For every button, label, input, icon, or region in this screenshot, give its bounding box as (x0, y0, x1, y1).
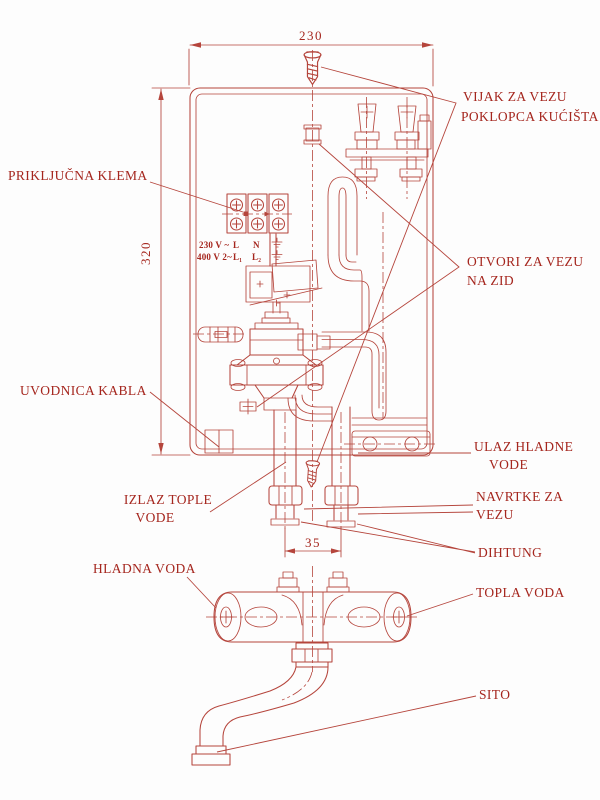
label-otvori-line2: NA ZID (467, 273, 515, 288)
connection-nut-left (269, 486, 302, 505)
terminal-N: N (253, 240, 260, 250)
leader-hladna (187, 577, 216, 608)
label-navrtke-line2: VEZU (476, 507, 514, 522)
leader-priklucna (150, 182, 243, 212)
label-ulaz-line1: ULAZ HLADNE (474, 439, 574, 454)
label-vijak-line2: POKLOPCA KUĆIŠTA (461, 109, 599, 124)
mounting-bracket (352, 431, 430, 456)
terminal-L2: L₂ (252, 252, 262, 262)
height-dimension (138, 88, 190, 455)
ground-icon (272, 251, 282, 260)
terminal-L1: L₁ (233, 252, 243, 262)
label-otvori-line1: OTVORI ZA VEZU (467, 254, 584, 269)
label-vijak-line1: VIJAK ZA VEZU (463, 89, 567, 104)
label-izlaz-line1: IZLAZ TOPLE (123, 492, 213, 507)
cable-gland (205, 430, 233, 453)
label-dihtung: DIHTUNG (478, 545, 543, 560)
label-ulaz-line2: VODE (489, 457, 529, 472)
leader-dihtung (301, 522, 475, 553)
spout-strainer-tip (192, 746, 230, 765)
label-topla-voda: TOPLA VODA (476, 585, 565, 600)
terminal-module (248, 194, 267, 233)
leader-vijak (317, 67, 456, 462)
tap-top-bolts (277, 572, 349, 592)
housing-outline (190, 88, 433, 455)
leader-sito (217, 696, 476, 752)
dimension-pipe-spacing-text: 35 (305, 535, 321, 550)
label-navrtke-line1: NAVRTKE ZA (476, 489, 564, 504)
label-izlaz-line2: VODE (135, 510, 175, 525)
terminal-module (227, 194, 246, 233)
leader-otvori (257, 144, 459, 407)
pipework (288, 177, 427, 425)
wall-mount-bolt (240, 399, 256, 414)
label-hladna-voda: HLADNA VODA (93, 561, 196, 576)
rating-400v: 400 V 2~ (197, 252, 232, 262)
label-priklucna-klema: PRIKLJUČNA KLEMA (8, 168, 148, 183)
connection-nut-right (325, 486, 358, 505)
heating-element-flange (346, 104, 431, 181)
width-dimension (189, 28, 433, 86)
rating-230v: 230 V ~ (199, 240, 230, 250)
dimension-height-text: 320 (138, 241, 153, 265)
spout-nut (292, 643, 332, 667)
switch-assembly (246, 260, 322, 313)
leader-topla (407, 594, 473, 616)
terminal-L: L (233, 240, 240, 250)
mixer-tap (192, 572, 411, 765)
power-rating-text (197, 238, 282, 262)
leader-uvodnica (150, 392, 219, 447)
leader-navrtke (304, 505, 473, 514)
adjuster-fitting (198, 327, 243, 342)
dimension-width-text: 230 (299, 28, 323, 43)
label-sito: SITO (479, 687, 511, 702)
pressure-valve (230, 300, 330, 414)
tap-spout (200, 667, 328, 746)
ground-icon (272, 238, 282, 247)
label-uvodnica: UVODNICA KABLA (20, 383, 147, 398)
pipe-spacing-dimension (285, 528, 341, 557)
cover-screw-bottom (304, 460, 319, 487)
terminal-module (269, 194, 288, 233)
